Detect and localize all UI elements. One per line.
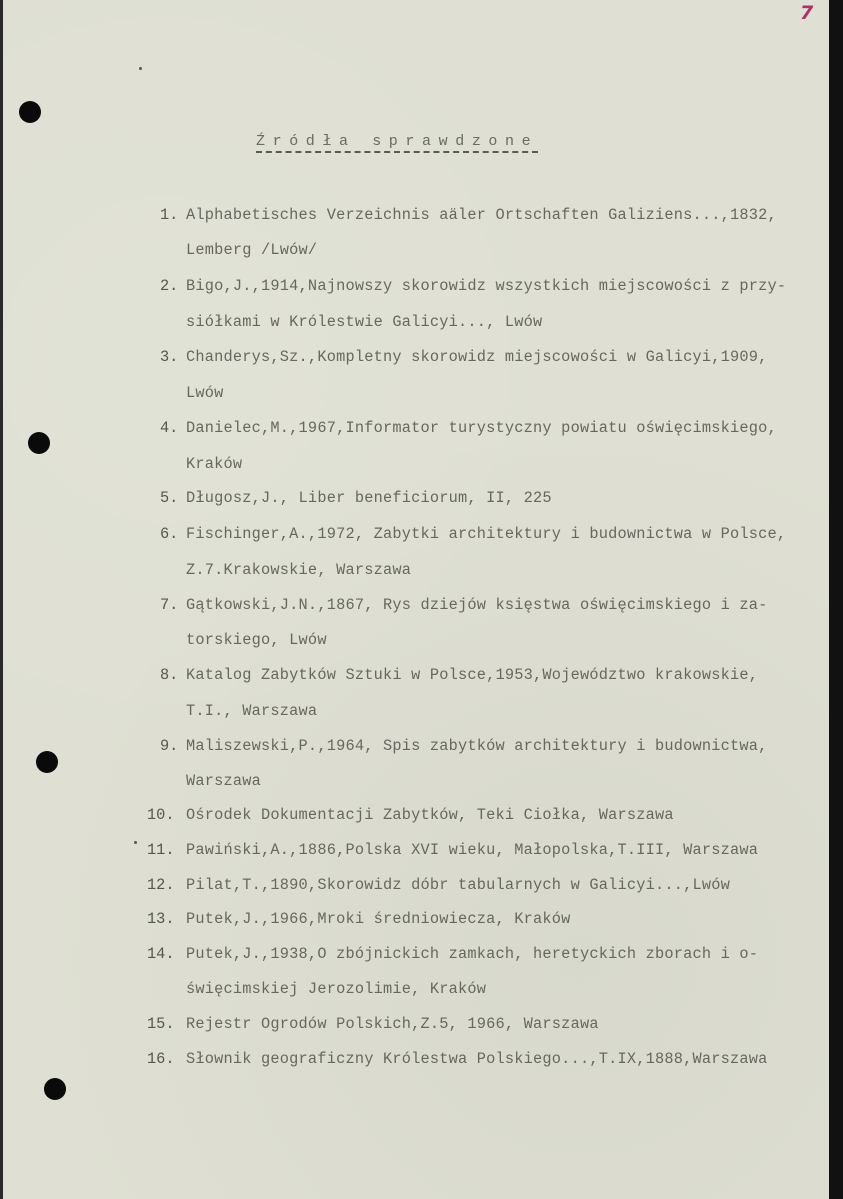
source-number: 1.: [160, 206, 179, 224]
source-number: 11.: [147, 841, 175, 859]
source-line: Z.7.Krakowskie, Warszawa: [186, 561, 412, 579]
source-number: 8.: [160, 666, 179, 684]
source-number: 15.: [147, 1015, 175, 1033]
source-line: Lemberg /Lwów/: [186, 241, 318, 259]
source-number: 10.: [147, 806, 175, 824]
source-line: święcimskiej Jerozolimie, Kraków: [186, 980, 487, 998]
source-line: Danielec,M.,1967,Informator turystyczny powiatu oświęcimskiego,: [186, 419, 777, 437]
source-line: siółkami w Królestwie Galicyi..., Lwów: [186, 313, 543, 331]
source-line: Chanderys,Sz.,Kompletny skorowidz miejscowości w Galicyi,1909,: [186, 348, 768, 366]
source-number: 4.: [160, 419, 179, 437]
source-line: Gątkowski,J.N.,1867, Rys dziejów księstwa oświęcimskiego i za-: [186, 596, 768, 614]
scan-left-edge: [0, 0, 3, 1199]
source-line: Warszawa: [186, 772, 262, 790]
source-line: torskiego, Lwów: [186, 631, 327, 649]
source-number: 3.: [160, 348, 179, 366]
source-number: 2.: [160, 277, 179, 295]
source-line: T.I., Warszawa: [186, 702, 318, 720]
source-number: 13.: [147, 910, 175, 928]
source-number: 6.: [160, 525, 179, 543]
source-number: 14.: [147, 945, 175, 963]
source-number: 16.: [147, 1050, 175, 1068]
source-number: 12.: [147, 876, 175, 894]
source-line: Lwów: [186, 384, 224, 402]
source-number: 7.: [160, 596, 179, 614]
source-line: Maliszewski,P.,1964, Spis zabytków architektury i budownictwa,: [186, 737, 768, 755]
punch-hole-3: [36, 751, 58, 773]
source-line: Bigo,J.,1914,Najnowszy skorowidz wszystkich miejscowości z przy-: [186, 277, 787, 295]
source-line: Pawiński,A.,1886,Polska XVI wieku, Małopolska,T.III, Warszawa: [186, 841, 759, 859]
page-title: Źródła sprawdzone: [256, 133, 538, 153]
source-line: Długosz,J., Liber beneficiorum, II, 225: [186, 489, 552, 507]
stray-mark: [139, 67, 142, 70]
source-line: Słownik geograficzny Królestwa Polskiego...,T.IX,1888,Warszawa: [186, 1050, 768, 1068]
source-number: 9.: [160, 737, 179, 755]
source-line: Putek,J.,1938,O zbójnickich zamkach, heretyckich zborach i o-: [186, 945, 759, 963]
punch-hole-4: [44, 1078, 66, 1100]
source-line: Fischinger,A.,1972, Zabytki architektury i budownictwa w Polsce,: [186, 525, 787, 543]
source-line: Ośrodek Dokumentacji Zabytków, Teki Ciołka, Warszawa: [186, 806, 674, 824]
source-line: Putek,J.,1966,Mroki średniowiecza, Kraków: [186, 910, 571, 928]
source-line: Alphabetisches Verzeichnis aäler Ortschaften Galiziens...,1832,: [186, 206, 777, 224]
page-number: 7: [800, 2, 814, 24]
source-line: Rejestr Ogrodów Polskich,Z.5, 1966, Warszawa: [186, 1015, 599, 1033]
punch-hole-1: [19, 101, 41, 123]
source-number: 5.: [160, 489, 179, 507]
scan-right-edge: [829, 0, 843, 1199]
punch-hole-2: [28, 432, 50, 454]
source-line: Katalog Zabytków Sztuki w Polsce,1953,Województwo krakowskie,: [186, 666, 759, 684]
source-line: Kraków: [186, 455, 243, 473]
source-line: Pilat,T.,1890,Skorowidz dóbr tabularnych w Galicyi...,Lwów: [186, 876, 731, 894]
stray-mark: [134, 841, 137, 844]
